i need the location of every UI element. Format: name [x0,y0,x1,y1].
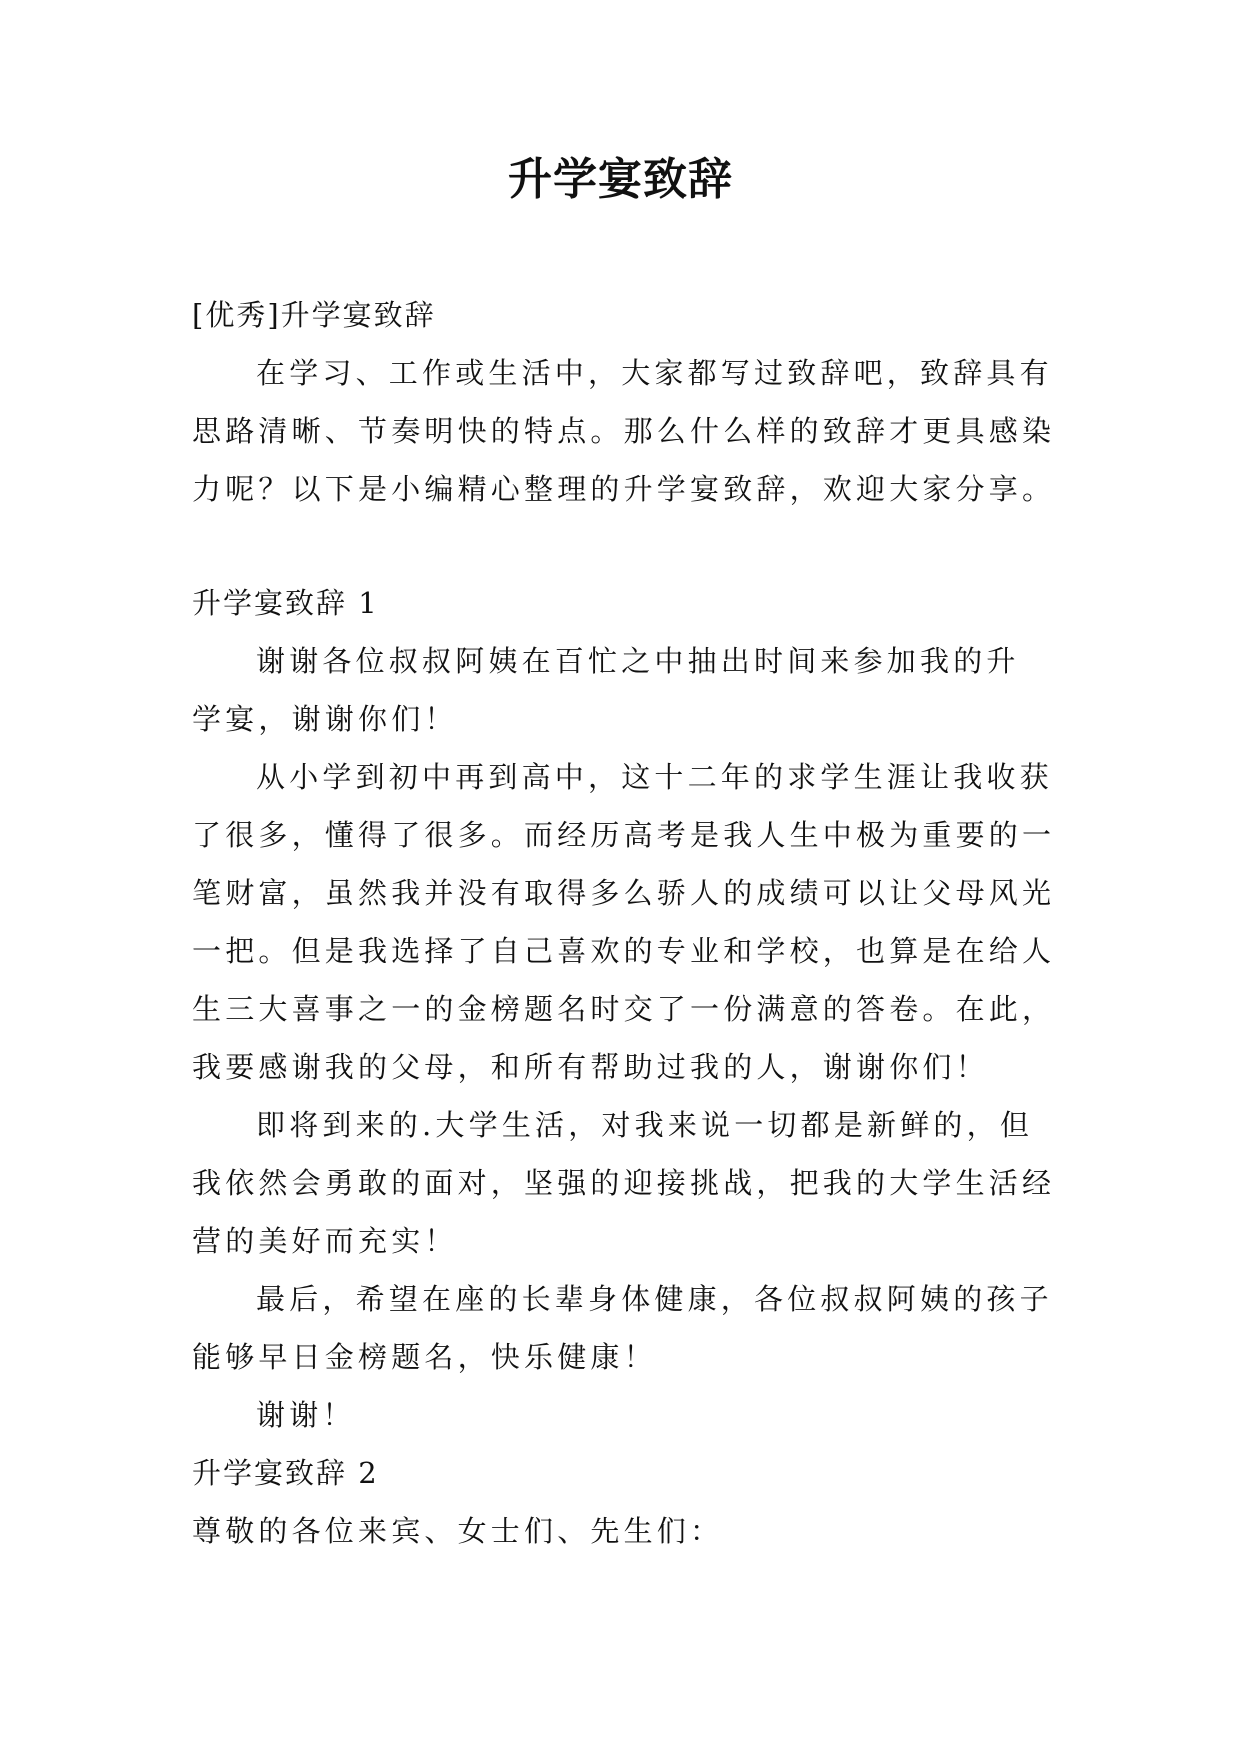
paragraph-line: 了很多，懂得了很多。而经历高考是我人生中极为重要的一 [192,818,1056,852]
paragraph-line: 最后，希望在座的长辈身体健康，各位叔叔阿姨的孩子 [256,1282,1053,1316]
section2-greeting: 尊敬的各位来宾、女士们、先生们： [192,1514,724,1548]
paragraph-line: 谢谢各位叔叔阿姨在百忙之中抽出时间来参加我的升 [256,644,1020,678]
paragraph-line: 笔财富，虽然我并没有取得多么骄人的成绩可以让父母风光 [192,876,1056,910]
paragraph-line: 谢谢！ [256,1398,356,1432]
paragraph-line: 能够早日金榜题名，快乐健康！ [192,1340,657,1374]
intro-subtitle: [优秀]升学宴致辞 [192,298,436,332]
paragraph-line: 营的美好而充实！ [192,1224,458,1258]
section-spacer [192,518,1072,574]
section2-heading: 升学宴致辞 2 [192,1456,379,1490]
document-body [192,286,1072,1560]
paragraph-line: 即将到来的.大学生活，对我来说一切都是新鲜的，但 [256,1108,1034,1142]
intro-line: 力呢？以下是小编精心整理的升学宴致辞，欢迎大家分享。 [192,472,1056,506]
section1-heading: 升学宴致辞 1 [192,586,379,620]
paragraph-line: 一把。但是我选择了自己喜欢的专业和学校，也算是在给人 [192,934,1056,968]
paragraph-line: 生三大喜事之一的金榜题名时交了一份满意的答卷。在此， [192,992,1056,1026]
intro-line: 思路清晰、节奏明快的特点。那么什么样的致辞才更具感染 [192,414,1056,448]
document-title: 升学宴致辞 [508,154,733,205]
paragraph-line: 学宴，谢谢你们！ [192,702,458,736]
intro-line: 在学习、工作或生活中，大家都写过致辞吧，致辞具有 [256,356,1053,390]
paragraph-line: 我要感谢我的父母，和所有帮助过我的人，谢谢你们！ [192,1050,989,1084]
paragraph-line: 我依然会勇敢的面对，坚强的迎接挑战，把我的大学生活经 [192,1166,1056,1200]
paragraph-line: 从小学到初中再到高中，这十二年的求学生涯让我收获 [256,760,1053,794]
